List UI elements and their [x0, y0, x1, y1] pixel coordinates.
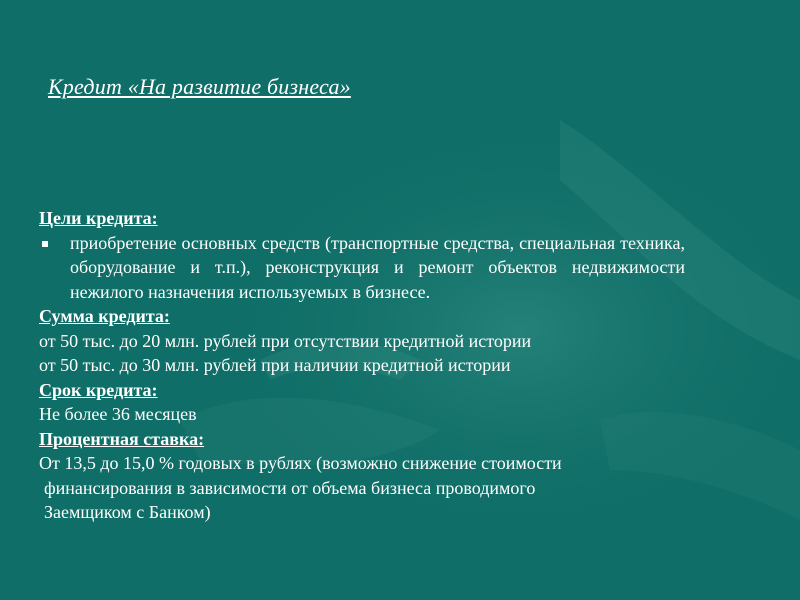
rate-line: Заемщиком с Банком): [44, 502, 211, 522]
term-heading: Срок кредита:: [39, 379, 158, 400]
goals-list: [39, 231, 685, 305]
credit-details: [39, 206, 685, 525]
goals-heading: Цели кредита:: [39, 208, 158, 228]
amount-line: от 50 тыс. до 30 млн. рублей при наличии кредитной истории: [39, 355, 511, 375]
rate-line: От 13,5 до 15,0 % годовых в рублях (возможно снижение стоимости: [39, 453, 562, 473]
square-bullet-icon: [42, 241, 48, 247]
slide-title: Кредит «На развитие бизнеса»: [48, 74, 351, 99]
goals-list-item: [39, 231, 685, 305]
term-line: Не более 36 месяцев: [39, 404, 197, 424]
amount-line: от 50 тыс. до 20 млн. рублей при отсутствии кредитной истории: [39, 330, 532, 351]
goals-item-text: приобретение основных средств (транспортные средства, специальная техника, оборудование и т.п.), реконструкция и ремонт объектов недвижимости нежилого назначения используемых в бизнесе.: [70, 232, 685, 302]
amount-heading: Сумма кредита:: [39, 306, 170, 326]
rate-line: финансирования в зависимости от объема бизнеса проводимого: [44, 477, 536, 498]
rate-heading: Процентная ставка:: [39, 428, 205, 449]
